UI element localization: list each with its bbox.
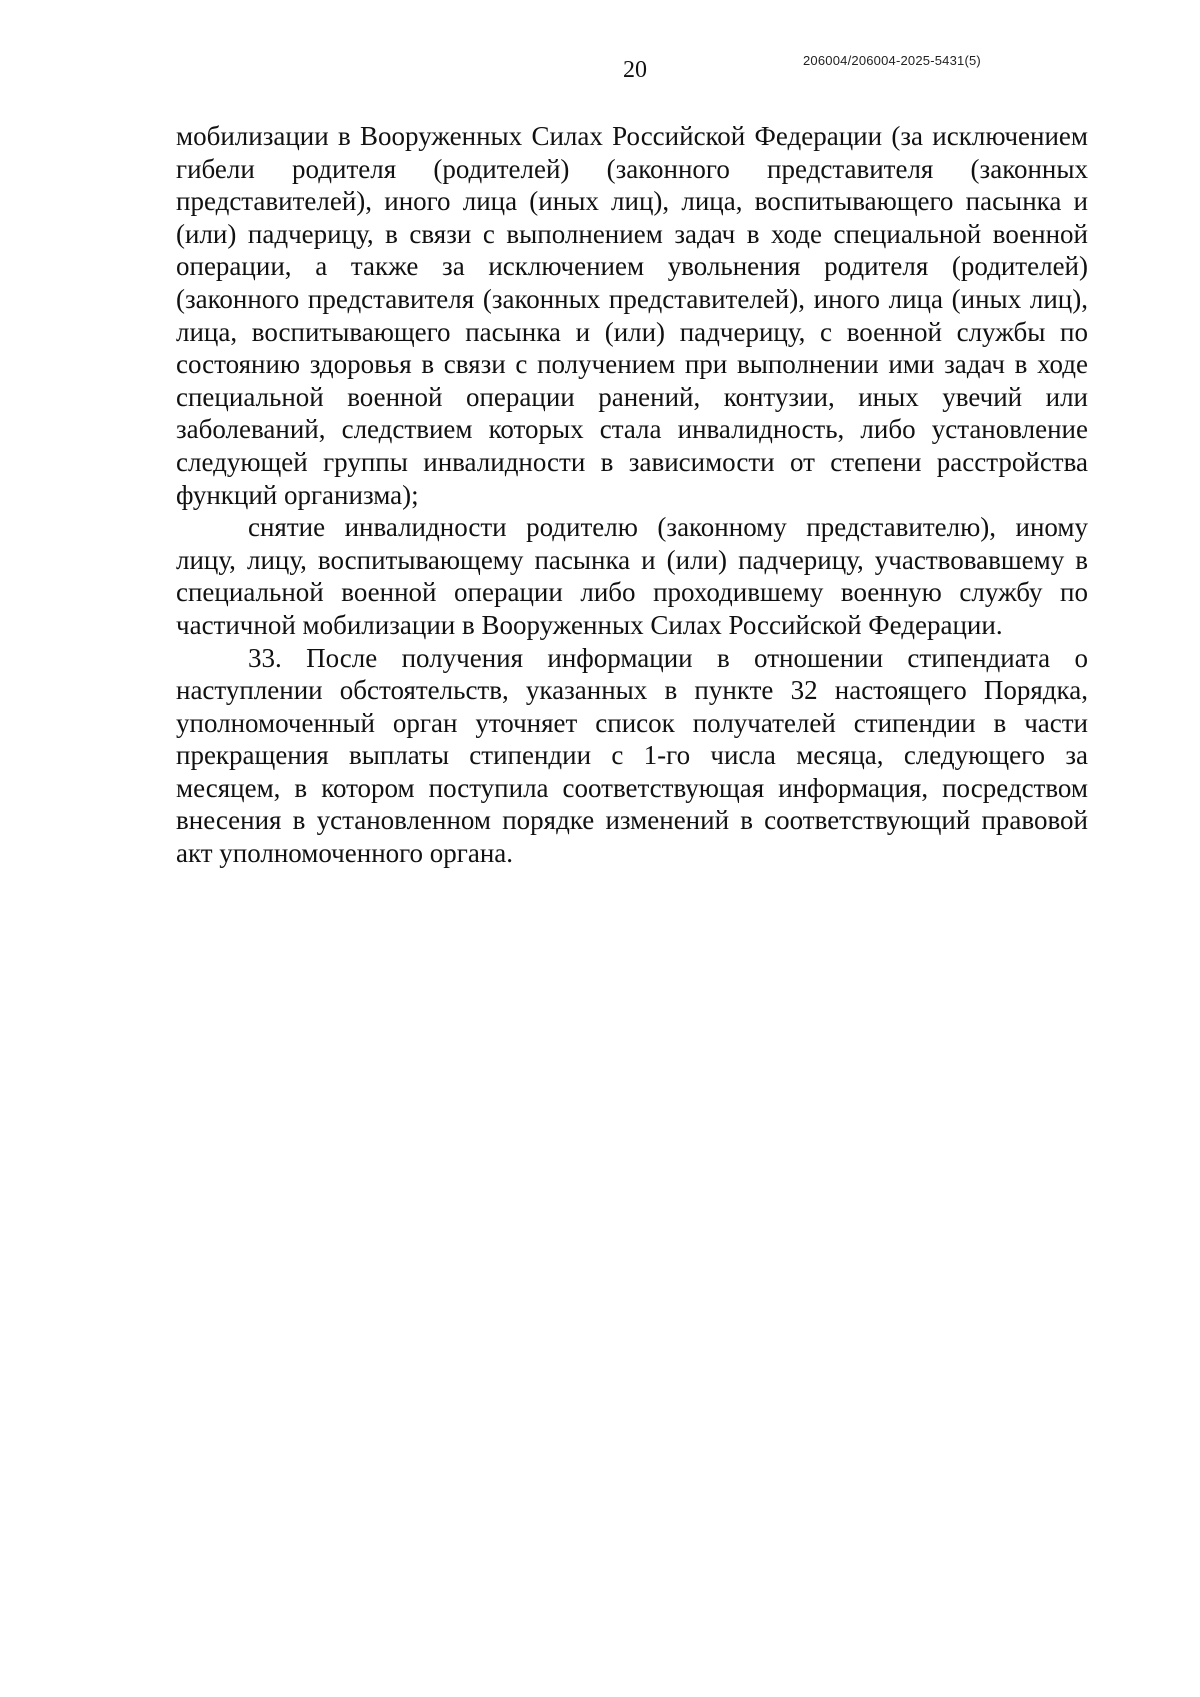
page-number: 20	[623, 57, 647, 83]
paragraph-continuation: мобилизации в Вооруженных Силах Российской Федерации (за исключением гибели родителя (родителей) (законного представителя (законных представителей), иного лица (иных лиц), лица, воспитывающего пасынка и (или) падчерицу, в связи с выполнением задач в ходе специальной военной операции, а также за исключением увольнения родителя (родителей) (законного представителя (законных представителей), иного лица (иных лиц), лица, воспитывающего пасынка и (или) падчерицу, с военной службы по состоянию здоровья в связи с получением при выполнении ими задач в ходе специальной военной операции ранений, контузии, иных увечий или заболеваний, следствием которых стала инвалидность, либо установление следующей группы инвалидности в зависимости от степени расстройства функций организма);	[176, 121, 1088, 510]
paragraph-item-33: 33. После получения информации в отношении стипендиата о наступлении обстоятельств, указанных в пункте 32 настоящего Порядка, уполномоченный орган уточняет список получателей стипендии в части прекращения выплаты стипендии с 1-го числа месяца, следующего за месяцем, в котором поступила соответствующая информация, посредством внесения в установленном порядке изменений в соответствующий правовой акт уполномоченного органа.	[176, 642, 1088, 869]
document-id: 206004/206004-2025-5431(5)	[803, 53, 981, 68]
document-body	[176, 120, 1088, 870]
paragraph-disability-removal: снятие инвалидности родителю (законному представителю), иному лицу, лицу, воспитывающему пасынка и (или) падчерицу, участвовавшему в специальной военной операции либо проходившему военную службу по частичной мобилизации в Вооруженных Силах Российской Федерации.	[176, 512, 1088, 640]
